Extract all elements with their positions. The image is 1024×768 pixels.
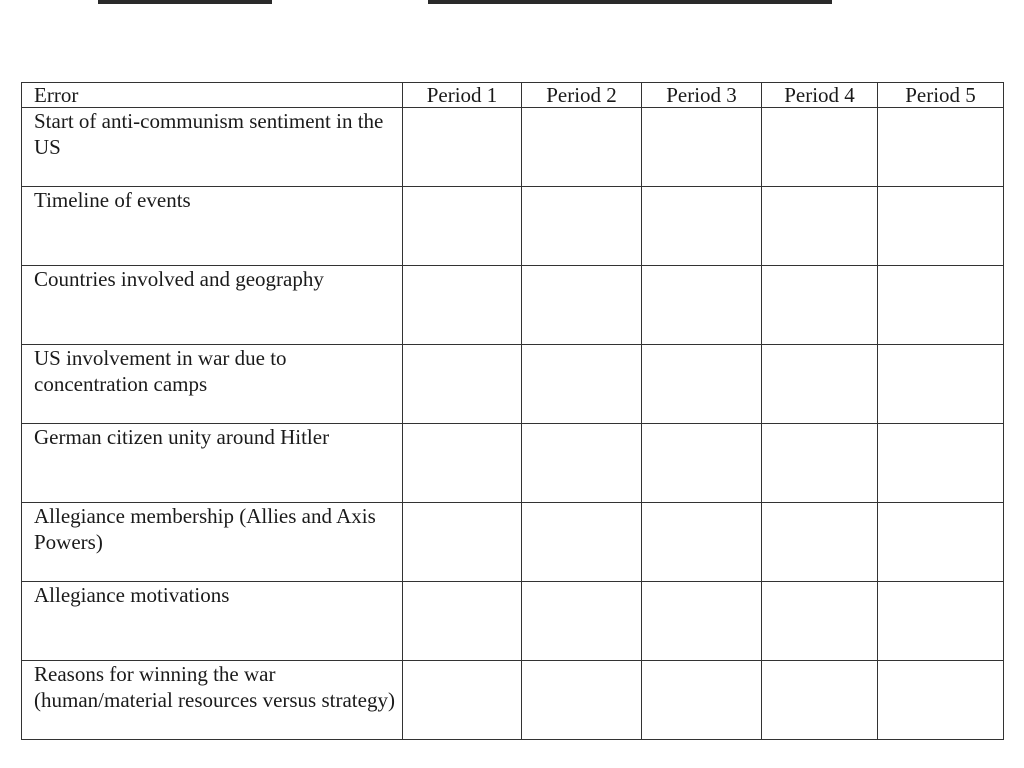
period-cell[interactable] [642,266,762,345]
table-row [22,187,1004,266]
period-cell[interactable] [878,503,1004,582]
period-3-header: Period 3 [642,83,762,108]
period-cell[interactable] [403,345,522,424]
period-cell[interactable] [522,503,642,582]
table-row [22,345,1004,424]
period-cell[interactable] [522,108,642,187]
period-cell[interactable] [762,345,878,424]
period-cell[interactable] [642,661,762,740]
table-row [22,503,1004,582]
error-header: Error [22,83,403,108]
period-cell[interactable] [522,661,642,740]
period-cell[interactable] [522,424,642,503]
table-row [22,582,1004,661]
period-cell[interactable] [762,661,878,740]
period-cell[interactable] [878,424,1004,503]
period-5-header: Period 5 [878,83,1004,108]
period-cell[interactable] [878,187,1004,266]
period-cell[interactable] [403,582,522,661]
period-cell[interactable] [762,108,878,187]
period-cell[interactable] [403,266,522,345]
period-cell[interactable] [762,503,878,582]
period-1-header: Period 1 [403,83,522,108]
period-cell[interactable] [642,345,762,424]
period-cell[interactable] [642,503,762,582]
error-label: US involvement in war due to concentration camps [22,345,403,424]
period-cell[interactable] [878,661,1004,740]
period-cell[interactable] [403,187,522,266]
period-cell[interactable] [762,266,878,345]
period-cell[interactable] [642,187,762,266]
period-cell[interactable] [403,424,522,503]
period-cell[interactable] [642,582,762,661]
period-4-header: Period 4 [762,83,878,108]
period-cell[interactable] [522,187,642,266]
table-row [22,266,1004,345]
period-cell[interactable] [522,345,642,424]
period-cell[interactable] [403,661,522,740]
header-row [22,83,1004,108]
table-row [22,108,1004,187]
error-label: Countries involved and geography [22,266,403,345]
period-cell[interactable] [403,108,522,187]
period-cell[interactable] [522,266,642,345]
period-cell[interactable] [642,424,762,503]
period-cell[interactable] [878,582,1004,661]
name-blank-line [98,0,272,4]
table-row [22,661,1004,740]
error-label: Allegiance motivations [22,582,403,661]
period-cell[interactable] [403,503,522,582]
period-2-header: Period 2 [522,83,642,108]
error-label: Reasons for winning the war (human/material resources versus strategy) [22,661,403,740]
table-row [22,424,1004,503]
period-cell[interactable] [522,582,642,661]
error-label: Allegiance membership (Allies and Axis Powers) [22,503,403,582]
period-cell[interactable] [762,187,878,266]
period-cell[interactable] [762,582,878,661]
date-blank-line [428,0,832,4]
period-cell[interactable] [642,108,762,187]
period-cell[interactable] [878,345,1004,424]
error-label: Start of anti-communism sentiment in the US [22,108,403,187]
period-cell[interactable] [878,108,1004,187]
error-label: Timeline of events [22,187,403,266]
error-label: German citizen unity around Hitler [22,424,403,503]
period-cell[interactable] [762,424,878,503]
period-cell[interactable] [878,266,1004,345]
error-table [21,82,1004,740]
